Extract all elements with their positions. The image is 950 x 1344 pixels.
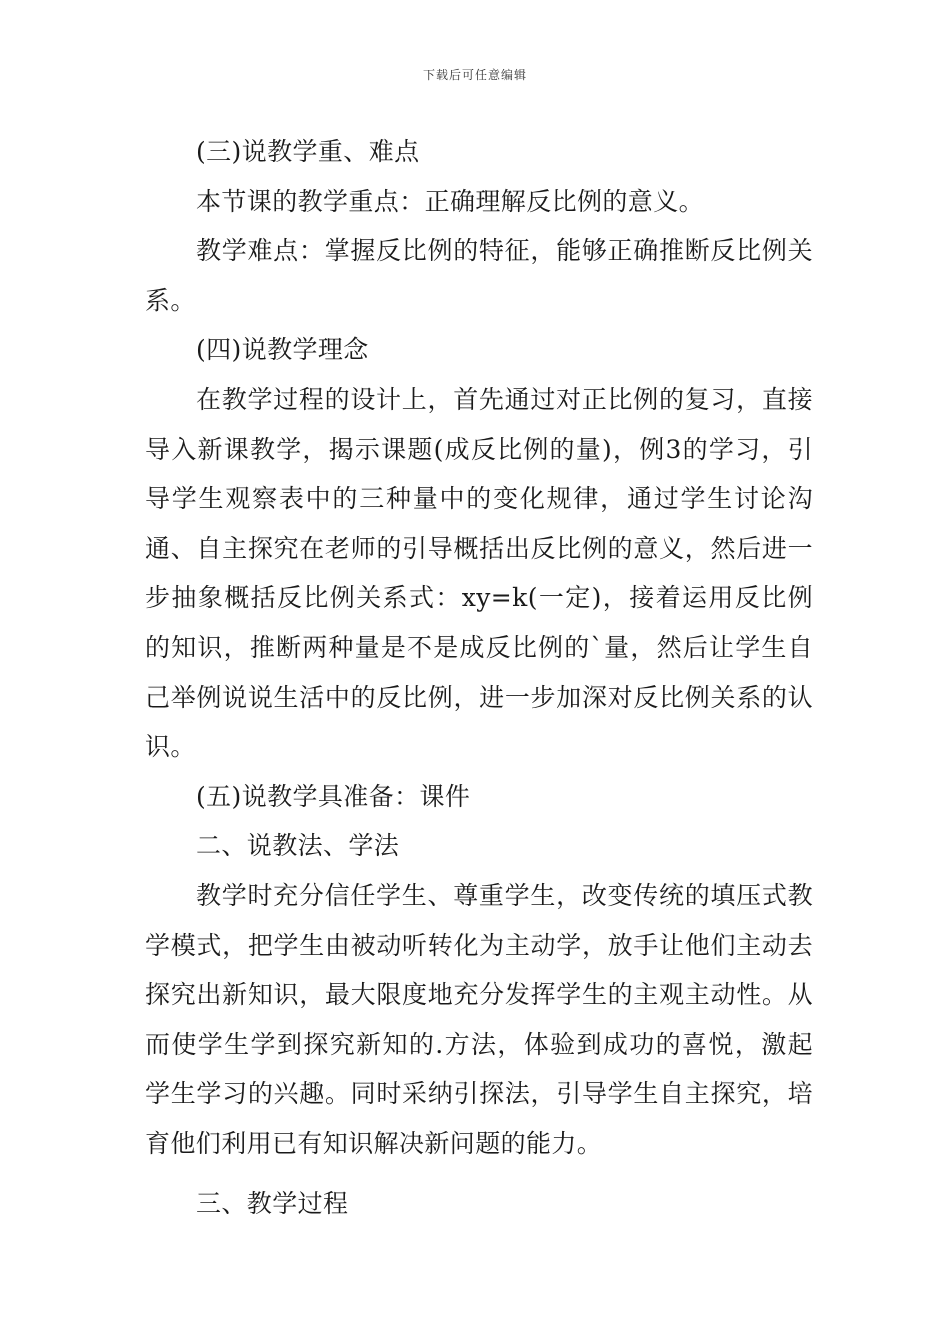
paragraph-methods: 教学时充分信任学生、尊重学生，改变传统的填压式教学模式，把学生由被动听转化为主动学，放手让他们主动去探究出新知识，最大限度地充分发挥学生的主观主动性。从而使学生学到探究新知的.方法，体验到成功的喜悦，激起学生学习的兴趣。同时采纳引探法，引导学生自主探究，培育他们利用已有知识解决新问题的能力。: [145, 880, 813, 1158]
section-heading-methods: 二、说教法、学法: [196, 831, 400, 861]
page-header-note: 下载后可任意编辑: [422, 68, 527, 82]
section-heading-teaching-concept: (四)说教学理念: [196, 335, 369, 365]
paragraph-difficulty: 教学难点：掌握反比例的特征，能够正确推断反比例关系。: [145, 236, 813, 315]
paragraph-key-point: 本节课的教学重点：正确理解反比例的意义。: [196, 186, 705, 216]
paragraph-teaching-concept: 在教学过程的设计上，首先通过对正比例的复习，直接导入新课教学，揭示课题(成反比例的量)，例3的学习，引导学生观察表中的三种量中的变化规律，通过学生讨论沟通、自主探究在老师的引导概括出反比例的意义，然后进一步抽象概括反比例关系式：xy=k(一定)，接着运用反比例的知识，推断两种量是不是成反比例的`量，然后让学生自己举例说说生活中的反比例，进一步加深对反比例关系的认识。: [145, 384, 813, 762]
section-heading-key-points: (三)说教学重、难点: [196, 137, 420, 166]
section-heading-materials: (五)说教学具准备：课件: [196, 781, 471, 811]
document-body: [145, 127, 813, 1229]
section-heading-process: 三、教学过程: [196, 1189, 349, 1219]
